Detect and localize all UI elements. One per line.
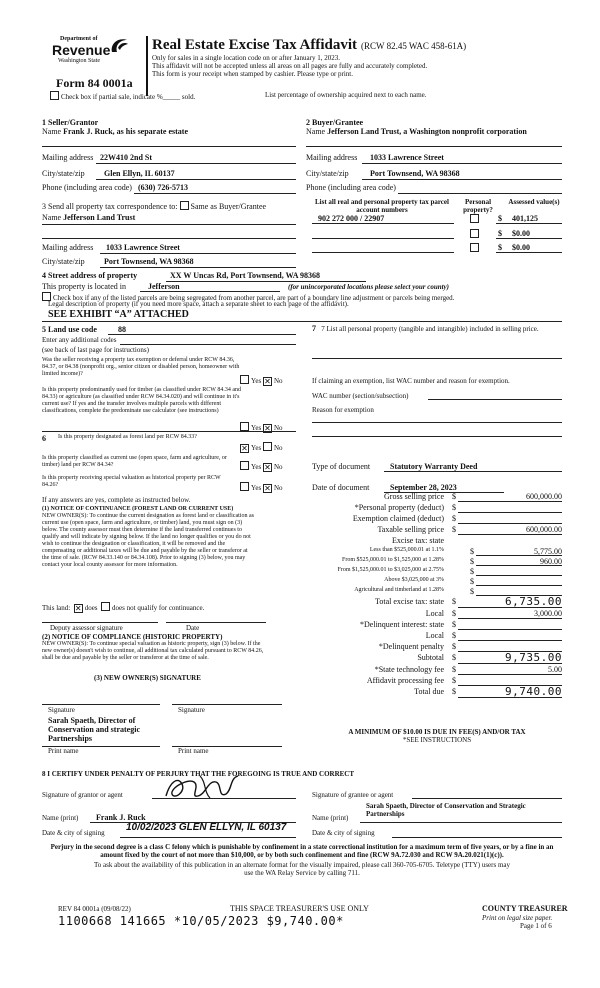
see-instructions: *SEE INSTRUCTIONS bbox=[402, 736, 472, 744]
availability-note: To ask about the availability of this publication in an alternate format for the visually impaired, please call 360-705-6705. Teletype (TTY) users may use the WA Relay Service by calling 711. bbox=[93, 861, 511, 877]
seller-name-label: Name bbox=[42, 127, 62, 136]
tax-row-line bbox=[458, 501, 562, 502]
doc-type-label: Type of document bbox=[312, 462, 371, 471]
personal-property-checkbox[interactable] bbox=[470, 214, 479, 223]
form-rcw: (RCW 82.45 WAC 458-61A) bbox=[361, 41, 467, 51]
historic-yes-label: Yes bbox=[251, 484, 262, 492]
header-note-1: Only for sales in a single location code on or after January 1, 2023. bbox=[152, 54, 340, 62]
land-use-row bbox=[42, 325, 97, 334]
assessor-sig-label: Deputy assessor signature bbox=[50, 624, 123, 632]
timber-yes-label: Yes bbox=[251, 424, 262, 432]
section4-row bbox=[42, 271, 137, 280]
section3-name[interactable]: Jefferson Land Trust bbox=[63, 213, 136, 222]
notice2-body: NEW OWNER(S): To continue special valuation as historic property, sign (3) below. If the new owner(s) doesn't wish to continue, all additional tax calculated pursuant to RCW 84.26, shall be due and payable by the seller or transferor at the time of sale. bbox=[42, 641, 264, 661]
partial-sale bbox=[50, 91, 195, 101]
tax-row-line bbox=[458, 697, 562, 698]
dollar-sign: $ bbox=[470, 557, 474, 566]
grantor-date-label: Date & city of signing bbox=[42, 829, 105, 837]
buyer-city-label: City/state/zip bbox=[306, 169, 349, 178]
reason-line-1 bbox=[312, 422, 562, 423]
current-use-yes-checkbox[interactable] bbox=[240, 461, 249, 470]
tax-row-label: *Personal property (deduct) bbox=[354, 503, 444, 512]
personal-col-header: Personal property? bbox=[463, 198, 493, 214]
legal-paper-note: Print on legal size paper. bbox=[482, 914, 553, 922]
parcel-number-line bbox=[312, 238, 454, 239]
owner-sig-line-2 bbox=[172, 704, 282, 705]
forest-yes-label: Yes bbox=[251, 444, 262, 452]
grantee-sig-label: Signature of grantee or agent bbox=[312, 791, 394, 799]
tax-row-value[interactable]: 6,735.00 bbox=[505, 595, 562, 608]
tax-row-label: Taxable selling price bbox=[377, 525, 444, 534]
header-note-3: This form is your receipt when stamped by cashier. Please type or print. bbox=[152, 70, 354, 78]
exemption-yesno bbox=[240, 375, 283, 386]
tax-row-line bbox=[458, 640, 562, 641]
dor-logo bbox=[52, 36, 132, 68]
buyer-mailing-label: Mailing address bbox=[306, 153, 358, 162]
section3-mailing[interactable]: 1033 Lawrence Street bbox=[106, 243, 180, 252]
wac-label: WAC number (section/subsection) bbox=[312, 392, 409, 400]
header-divider bbox=[146, 36, 148, 96]
seller-mailing-line bbox=[96, 163, 296, 164]
exemption-no-label: No bbox=[273, 377, 283, 385]
assessor-date-label: Date bbox=[186, 624, 200, 632]
percentage-note: List percentage of ownership acquired next to each name. bbox=[265, 91, 427, 99]
does-not-checkbox[interactable] bbox=[101, 602, 110, 611]
tax-row-label: *Delinquent interest: state bbox=[360, 620, 444, 629]
seller-phone[interactable]: (630) 726-5713 bbox=[138, 183, 188, 192]
land-use-label: 5 Land use code bbox=[42, 325, 97, 334]
notice1-body: NEW OWNER(S): To continue the current designation as forest land or classification as current use (open space, farm and agriculture, or timber) land, you must sign on (3) below. The county assessor must then determine if the land transferred continues to qualify and will indicate by signing below. If the land no longer qualifies or you do not wish to continue the designation or classification, it will be removed and the compensating or additional taxes will be due and payable by the seller or transferor at the time of sale. (RCW 84.33.140 or 84.34.108). Prior to signing (3) below, you may contact your local county assessor for more information. bbox=[42, 513, 254, 568]
tax-row-label: Agricultural and timberland at 1.28% bbox=[354, 587, 444, 593]
form-title: Real Estate Excise Tax Affidavit bbox=[152, 37, 357, 53]
legal-rule bbox=[42, 321, 562, 322]
dollar-sign: $ bbox=[452, 597, 456, 606]
section3-name-row bbox=[42, 213, 135, 222]
assessed-value-line bbox=[496, 252, 562, 253]
grantor-date-line bbox=[120, 837, 296, 838]
tax-row-label: *Delinquent penalty bbox=[378, 642, 444, 651]
doc-date-label: Date of document bbox=[312, 483, 370, 492]
parcel-number[interactable]: 902 272 000 / 22907 bbox=[318, 214, 385, 223]
section6-heading: 6 bbox=[42, 434, 46, 443]
tax-row-value[interactable]: 960.00 bbox=[540, 557, 562, 566]
grantor-name[interactable]: Frank J. Ruck bbox=[96, 813, 146, 822]
grantee-sig-line bbox=[412, 798, 562, 799]
dollar-sign: $ bbox=[452, 609, 456, 618]
dollar-sign: $ bbox=[452, 620, 456, 629]
section7-heading: 7 7 List all personal property (tangible and intangible) included in selling price. bbox=[312, 324, 539, 333]
section3-heading bbox=[42, 201, 266, 211]
historic-no-label: No bbox=[273, 484, 283, 492]
minimum-note: A MINIMUM OF $10.00 IS DUE IN FEE(S) AND/OR TAX bbox=[348, 728, 526, 736]
timber-yes-checkbox[interactable] bbox=[240, 422, 249, 431]
dollar-sign: $ bbox=[452, 514, 456, 523]
tax-row-line bbox=[458, 534, 562, 535]
dollar-sign: $ bbox=[470, 547, 474, 556]
logo-dept-line: Department of bbox=[60, 36, 98, 42]
section5-rule bbox=[42, 431, 296, 432]
dollar-sign: $ bbox=[470, 577, 474, 586]
buyer-name-label: Name bbox=[306, 127, 326, 136]
assessed-value[interactable]: $0.00 bbox=[512, 229, 530, 238]
assessed-value-prefix: $ bbox=[498, 229, 502, 238]
buyer-city-line bbox=[362, 179, 562, 180]
assessor-date-line bbox=[166, 622, 266, 623]
tax-row-line bbox=[458, 607, 562, 608]
perjury-note: Perjury in the second degree is a class C felony which is punishable by confinement in a state correctional institution for a maximum term of five years, or by a fine in an amount fixed by the court of not more than $10,000, or by both such confinement and fine (RCW 9A.72.030 and RCW 9A.20.021(1)(c)). bbox=[50, 843, 554, 859]
does-not-label: does not qualify for continuance. bbox=[112, 604, 205, 612]
section3-city[interactable]: Port Townsend, WA 98368 bbox=[104, 257, 194, 266]
historic-no-checkbox[interactable]: ✕ bbox=[264, 484, 271, 493]
grantee-name[interactable]: Sarah Spaeth, Director of Conservation and Strategic Partnerships bbox=[366, 802, 526, 818]
historic-question: Is this property receiving special valuation as historical property per RCW 84.26? bbox=[42, 475, 221, 488]
seller-name-row bbox=[42, 127, 188, 136]
grantor-sig-label: Signature of grantor or agent bbox=[42, 791, 123, 799]
this-land-row bbox=[42, 602, 204, 613]
assessed-value-prefix: $ bbox=[498, 214, 502, 223]
exemption-yes-label: Yes bbox=[251, 377, 262, 385]
owner-print-label-2: Print name bbox=[178, 747, 209, 755]
owner-sig-line-1 bbox=[42, 704, 160, 705]
dollar-sign: $ bbox=[470, 567, 474, 576]
owner-sig-label-2: Signature bbox=[178, 706, 205, 714]
page-number: Page 1 of 6 bbox=[520, 922, 552, 930]
owner-print-name[interactable]: Sarah Spaeth, Director of Conservation and strategic Partnerships bbox=[48, 716, 140, 743]
buyer-phone-label: Phone (including area code) bbox=[306, 183, 396, 192]
tax-row-label: Subtotal bbox=[417, 653, 444, 662]
forest-no-checkbox[interactable] bbox=[263, 442, 272, 451]
seller-rule bbox=[42, 146, 296, 147]
assessed-col-header: Assessed value(s) bbox=[508, 198, 560, 206]
exemption-note: If claiming an exemption, list WAC number and reason for exemption. bbox=[312, 377, 510, 385]
seller-city[interactable]: Glen Ellyn, IL 60137 bbox=[104, 169, 175, 178]
dollar-sign: $ bbox=[452, 525, 456, 534]
section3-name-label: Name bbox=[42, 213, 62, 222]
personal-property-checkbox[interactable] bbox=[470, 243, 479, 252]
tax-row-label: Gross selling price bbox=[384, 492, 444, 501]
does-label: does bbox=[84, 604, 98, 612]
tax-row-label: Local bbox=[425, 631, 444, 640]
property-address[interactable]: XX W Uncas Rd, Port Townsend, WA 98368 bbox=[170, 271, 321, 280]
assessor-sig-line bbox=[42, 622, 158, 623]
buyer-name-row bbox=[306, 127, 527, 136]
same-as-buyer-label: Same as Buyer/Grantee bbox=[190, 202, 267, 211]
tax-row-label: Less than $525,000.01 at 1.1% bbox=[369, 547, 444, 553]
buyer-city[interactable]: Port Townsend, WA 98368 bbox=[370, 169, 460, 178]
personal-property-checkbox[interactable] bbox=[470, 229, 479, 238]
grantor-date-city[interactable]: 10/02/2023 GLEN ELLYN, IL 60137 bbox=[126, 822, 287, 833]
tax-row-line bbox=[458, 674, 562, 675]
legal-description-label: Legal description of property (if you need more space, attach a separate sheet to each page of the affidavit). bbox=[48, 300, 349, 308]
header-note-2: This affidavit will not be accepted unless all areas on all pages are fully and accurately completed. bbox=[152, 62, 428, 70]
treasurer-use: THIS SPACE TREASURER'S USE ONLY bbox=[230, 904, 369, 913]
tax-row-line bbox=[458, 629, 562, 630]
notice2-title: (2) NOTICE OF COMPLIANCE (HISTORIC PROPERTY) bbox=[42, 633, 223, 641]
doc-type-line bbox=[384, 471, 562, 472]
tax-row-label: From $1,525,000.01 to $3,025,000 at 2.75% bbox=[337, 567, 444, 573]
tax-row-line bbox=[476, 585, 562, 586]
additional-codes-label: Enter any additional codes bbox=[42, 336, 117, 344]
buyer-name[interactable]: Jefferson Land Trust, a Washington nonprofit corporation bbox=[327, 127, 527, 136]
logo-revenue: Revenue bbox=[52, 42, 111, 58]
tax-row-label: Above $3,025,000 at 3% bbox=[384, 577, 444, 583]
seller-mailing-row bbox=[42, 153, 93, 162]
forest-question: Is this property designated as forest land per RCW 84.33? bbox=[58, 434, 197, 440]
form-number: Form 84 0001a bbox=[56, 76, 133, 90]
dollar-sign: $ bbox=[452, 665, 456, 674]
tax-row-line bbox=[458, 618, 562, 619]
tax-row-value[interactable]: 5,775.00 bbox=[534, 547, 562, 556]
timber-question: Is this property predominantly used for timber (as classified under RCW 84.34 and 84.33) or agriculture (as classified under RCW 84.34.020) and will continue in it's current use? If yes and the transfer involves multiple parcels with different classifications, complete the predominate use calculator (see instructions) bbox=[42, 387, 242, 414]
tax-row-label: From $525,000.01 to $1,525,000 at 1.28% bbox=[342, 557, 444, 563]
tax-row-line bbox=[458, 663, 562, 664]
form-title-row bbox=[152, 36, 466, 54]
dollar-sign: $ bbox=[452, 503, 456, 512]
tax-row-value[interactable]: 3,000.00 bbox=[534, 609, 562, 618]
seller-mailing[interactable]: 22W410 2nd St bbox=[100, 153, 153, 162]
dollar-sign: $ bbox=[452, 676, 456, 685]
parcel-number-line bbox=[312, 223, 454, 224]
section3-heading-text: 3 Send all property tax correspondence to: bbox=[42, 202, 178, 211]
exhibit-note: SEE EXHIBIT “A” ATTACHED bbox=[48, 309, 189, 320]
forest-yesno bbox=[240, 442, 283, 453]
seller-phone-line bbox=[134, 193, 296, 194]
grantee-name-label: Name (print) bbox=[312, 814, 349, 822]
grantee-date-label: Date & city of signing bbox=[312, 829, 375, 837]
grantor-signature-scribble bbox=[160, 772, 250, 804]
section3-name-line bbox=[42, 224, 296, 225]
county-treasurer: COUNTY TREASURER bbox=[482, 904, 568, 913]
if-yes-note: If any answers are yes, complete as instructed below. bbox=[42, 496, 191, 504]
assessed-value-line bbox=[496, 223, 562, 224]
tax-row-value[interactable]: 600,000.00 bbox=[526, 525, 562, 534]
section3-blank-line bbox=[42, 238, 296, 239]
revenue-swoosh-icon bbox=[108, 36, 130, 56]
logo-state: Washington State bbox=[58, 58, 101, 64]
dollar-sign: $ bbox=[452, 492, 456, 501]
tax-row-label: Exemption claimed (deduct) bbox=[352, 514, 444, 523]
treasurer-stamp: 1100668 141665 *10/05/2023 $9,740.00* bbox=[58, 914, 344, 928]
grantee-date-line bbox=[392, 837, 562, 838]
unincorporated-note: (for unincorporated locations please select your county) bbox=[288, 283, 449, 291]
buyer-heading: 2 Buyer/Grantee bbox=[306, 118, 364, 127]
additional-codes-line bbox=[120, 344, 296, 345]
reason-line-2 bbox=[312, 436, 562, 437]
notice1-title: (1) NOTICE OF CONTINUANCE (FOREST LAND OR CURRENT USE) bbox=[42, 506, 234, 512]
located-label: This property is located in bbox=[42, 282, 126, 291]
dollar-sign: $ bbox=[452, 687, 456, 696]
partial-sale-label: Check box if partial sale, indicate %_____ sold. bbox=[61, 93, 196, 101]
grantor-name-label: Name (print) bbox=[42, 814, 79, 822]
forest-yes-checkbox[interactable]: ✕ bbox=[241, 444, 248, 453]
this-land-label: This land: bbox=[42, 604, 71, 612]
current-use-yes-label: Yes bbox=[251, 463, 262, 471]
seller-heading: 1 Seller/Grantor bbox=[42, 118, 99, 127]
section4-heading: 4 Street address of property bbox=[42, 271, 138, 280]
same-as-buyer-checkbox[interactable] bbox=[180, 201, 189, 210]
current-use-no-label: No bbox=[273, 463, 283, 471]
located-county[interactable]: Jefferson bbox=[148, 282, 180, 291]
does-checkbox[interactable]: ✕ bbox=[74, 604, 82, 613]
exemption-yes-checkbox[interactable] bbox=[240, 375, 249, 384]
tax-row-value[interactable]: 600,000.00 bbox=[526, 492, 562, 501]
partial-sale-checkbox[interactable] bbox=[50, 91, 59, 100]
assessed-value-prefix: $ bbox=[498, 243, 502, 252]
owner-print-label-1: Print name bbox=[48, 747, 79, 755]
wac-line bbox=[428, 399, 562, 400]
doc-date[interactable]: September 28, 2023 bbox=[390, 483, 457, 492]
tax-row-line bbox=[476, 555, 562, 556]
tax-row-value[interactable]: 9,740.00 bbox=[505, 685, 562, 698]
seller-city-label: City/state/zip bbox=[42, 169, 85, 178]
tax-row-label: *State technology fee bbox=[374, 665, 444, 674]
seller-city-line bbox=[96, 179, 296, 180]
tax-row-line bbox=[458, 512, 562, 513]
exemption-question: Was the seller receiving a property tax exemption or deferral under RCW 84.36, 84.37, or 84.38 (nonprofit org., senior citizen or disabled person, homeowner with limited income)? bbox=[42, 357, 240, 377]
owner-sig-label-1: Signature bbox=[48, 706, 75, 714]
tax-row-label: Affidavit processing fee bbox=[366, 676, 444, 685]
current-use-question: Is this property classified as current use (open space, farm and agriculture, or timber) land per RCW 84.34? bbox=[42, 455, 227, 468]
exemption-no-checkbox[interactable]: ✕ bbox=[264, 377, 271, 386]
assessed-value[interactable]: 401,125 bbox=[512, 214, 538, 223]
tax-row-label: Total excise tax: state bbox=[375, 597, 444, 606]
timber-no-label: No bbox=[273, 424, 283, 432]
buyer-phone-line bbox=[398, 193, 562, 194]
land-use-code[interactable]: 88 bbox=[118, 325, 126, 334]
notice3-title: (3) NEW OWNER(S) SIGNATURE bbox=[94, 674, 201, 682]
assessed-value[interactable]: $0.00 bbox=[512, 243, 530, 252]
buyer-rule bbox=[306, 146, 562, 147]
dollar-sign: $ bbox=[470, 587, 474, 596]
tax-row-label: Local bbox=[425, 609, 444, 618]
buyer-mailing-line bbox=[362, 163, 562, 164]
dollar-sign: $ bbox=[452, 642, 456, 651]
assessed-value-line bbox=[496, 238, 562, 239]
tax-row-value[interactable]: 9,735.00 bbox=[505, 651, 562, 664]
seller-mailing-label: Mailing address bbox=[42, 153, 94, 162]
doc-type[interactable]: Statutory Warranty Deed bbox=[390, 462, 478, 471]
section7-line-1 bbox=[312, 358, 562, 359]
seller-name[interactable]: Frank J. Ruck, as his separate estate bbox=[63, 127, 188, 136]
timber-no-checkbox[interactable]: ✕ bbox=[264, 424, 271, 433]
current-use-no-checkbox[interactable]: ✕ bbox=[264, 463, 271, 472]
historic-yesno bbox=[240, 482, 283, 493]
certify-line: 8 I CERTIFY UNDER PENALTY OF PERJURY THAT THE FOREGOING IS TRUE AND CORRECT bbox=[42, 770, 355, 778]
tax-row-line bbox=[476, 575, 562, 576]
seller-phone-label: Phone (including area code) bbox=[42, 183, 132, 192]
rev-number: REV 84 0001a (09/08/22) bbox=[58, 905, 131, 913]
segregated-label: Check box if any of the listed parcels are being segregated from another parcel, are part of a boundary line adjustment or parcels being merged. bbox=[53, 294, 455, 302]
current-use-yesno bbox=[240, 461, 283, 472]
tax-row-label: Total due bbox=[414, 687, 444, 696]
parcel-number-line bbox=[312, 252, 454, 253]
dollar-sign: $ bbox=[452, 653, 456, 662]
section3-mailing-label: Mailing address bbox=[42, 243, 94, 252]
reason-label: Reason for exemption bbox=[312, 406, 374, 414]
dollar-sign: $ bbox=[452, 631, 456, 640]
tax-row-line bbox=[458, 523, 562, 524]
section7-heading-text: 7 List all personal property (tangible and intangible) included in selling price. bbox=[321, 325, 539, 333]
tax-row-line bbox=[476, 565, 562, 566]
tax-row-value[interactable]: 5.00 bbox=[548, 665, 562, 674]
grantee-name-line bbox=[360, 822, 562, 823]
property-address-line bbox=[166, 281, 366, 282]
buyer-mailing[interactable]: 1033 Lawrence Street bbox=[370, 153, 444, 162]
land-use-line bbox=[108, 334, 296, 335]
tax-row-label: Excise tax: state bbox=[392, 536, 444, 545]
section3-mailing-line bbox=[100, 253, 296, 254]
parcel-col-header: List all real and personal property tax parcel account numbers bbox=[315, 198, 449, 214]
section3-city-line bbox=[100, 267, 296, 268]
forest-no-label: No bbox=[273, 444, 283, 452]
section3-city-label: City/state/zip bbox=[42, 257, 85, 266]
see-back-note: (see back of last page for instructions) bbox=[42, 346, 149, 354]
historic-yes-checkbox[interactable] bbox=[240, 482, 249, 491]
